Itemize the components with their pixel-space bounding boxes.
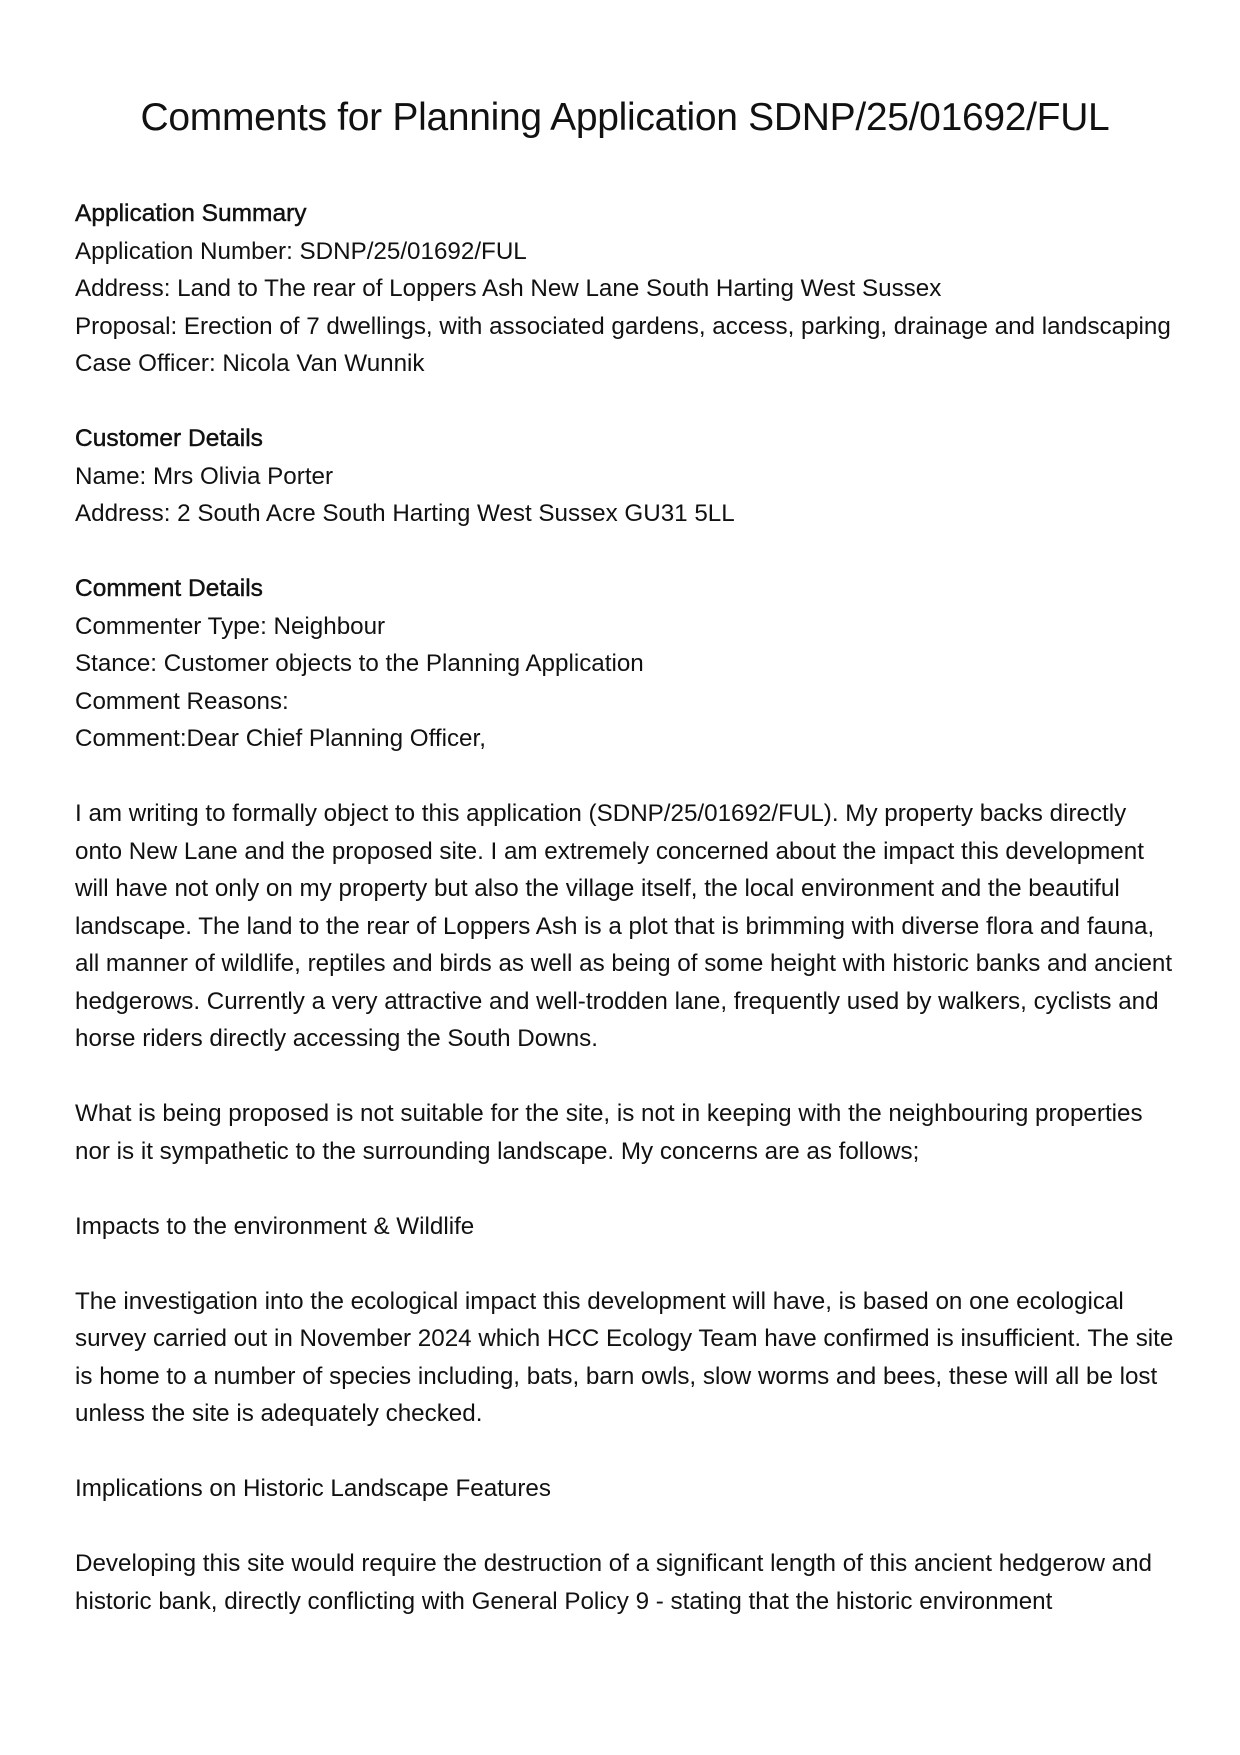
application-summary-heading: Application Summary (75, 200, 307, 227)
comment-paragraph: The investigation into the ecological impact this development will have, is based on one ecological survey carried out in November 2024 which HCC Ecology Team have confirmed is insufficient. The site is home to a number of species including, bats, barn owls, slow worms and bees, these will all be lost unless the site is adequately checked. (75, 1287, 1174, 1427)
stance: Stance: Customer objects to the Planning Application (75, 650, 644, 677)
customer-details-heading: Customer Details (75, 425, 263, 452)
comment-paragraph: I am writing to formally object to this application (SDNP/25/01692/FUL). My property backs directly onto New Lane and the proposed site. I am extremely concerned about the impact this development will have not only on my property but also the village itself, the local environment and the beautiful landscape. The land to the rear of Loppers Ash is a plot that is brimming with diverse flora and fauna, all manner of wildlife, reptiles and birds as well as being of some height with historic banks and ancient hedgerows. Currently a very attractive and well-trodden lane, frequently used by walkers, cyclists and horse riders directly accessing the South Downs. (75, 800, 1173, 1052)
application-number: Application Number: SDNP/25/01692/FUL (75, 237, 527, 265)
customer-name: Name: Mrs Olivia Porter (75, 462, 334, 490)
comment-details-heading: Comment Details (75, 575, 263, 602)
comment-subheading: Implications on Historic Landscape Features (75, 1475, 551, 1502)
commenter-type: Commenter Type: Neighbour (75, 612, 386, 640)
customer-details-section (75, 420, 1175, 533)
document-body (75, 195, 1175, 1658)
customer-address: Address: 2 South Acre South Harting West Sussex GU31 5LL (75, 500, 735, 527)
site-address: Address: Land to The rear of Loppers Ash New Lane South Harting West Sussex (75, 275, 942, 302)
page-title: Comments for Planning Application SDNP/25/01692/FUL (140, 96, 1110, 139)
case-officer: Case Officer: Nicola Van Wunnik (75, 350, 425, 377)
proposal: Proposal: Erection of 7 dwellings, with associated gardens, access, parking, drainage and landscaping (75, 312, 1171, 340)
application-summary-section (75, 195, 1175, 383)
comment-reasons: Comment Reasons: (75, 687, 289, 715)
comment-paragraph: What is being proposed is not suitable for the site, is not in keeping with the neighbouring properties nor is it sympathetic to the surrounding landscape. My concerns are as follows; (75, 1100, 1143, 1165)
comment-paragraph: Developing this site would require the destruction of a significant length of this ancient hedgerow and historic bank, directly conflicting with General Policy 9 - stating that the historic environment (75, 1550, 1153, 1615)
comment-subheading: Impacts to the environment & Wildlife (75, 1212, 475, 1240)
comment-opening: Comment:Dear Chief Planning Officer, (75, 725, 486, 752)
comment-details-section (75, 570, 1175, 758)
